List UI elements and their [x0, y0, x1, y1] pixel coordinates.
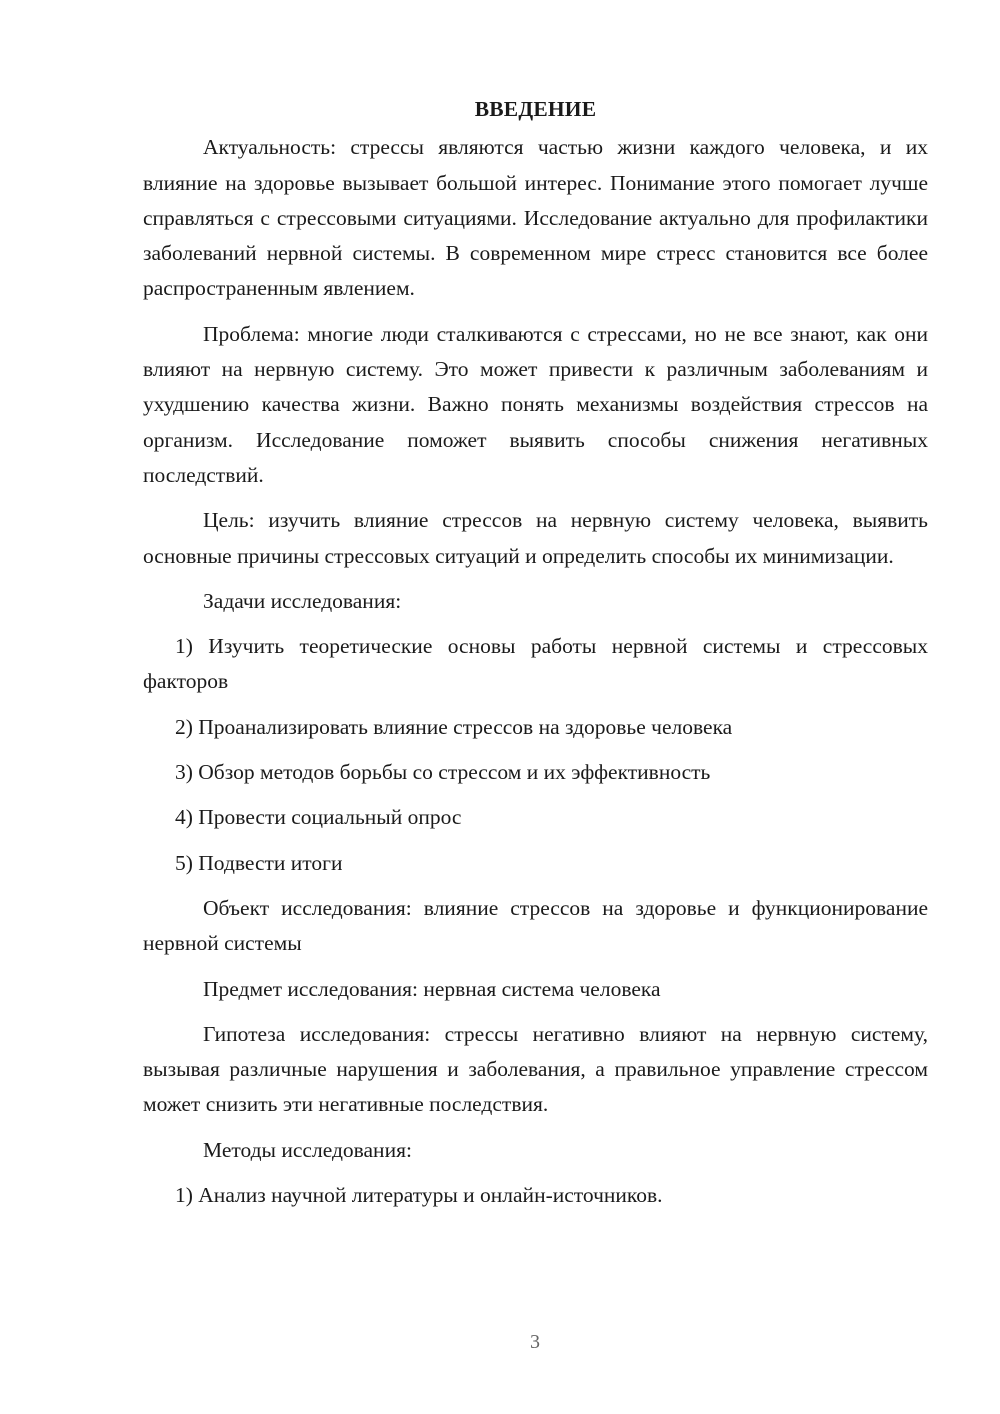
section-title: ВВЕДЕНИЕ: [474, 97, 597, 121]
relevance-paragraph: Актуальность: стрессы являются частью жизни каждого человека, и их влияние на здоровье вызывает большой интерес. Понимание этого помогает лучше справляться с стрессовыми ситуациями. Исследование актуально для профилактики заболеваний нервной системы. В современном мире стресс становится все более распространенным явлением.: [143, 135, 928, 301]
object-paragraph: Объект исследования: влияние стрессов на здоровье и функционирование нервной системы: [143, 895, 928, 956]
document-page: [143, 92, 928, 1223]
goal-paragraph: Цель: изучить влияние стрессов на нервную систему человека, выявить основные причины стрессовых ситуаций и определить способы их минимизации.: [143, 508, 928, 568]
method-item-1: 1) Анализ научной литературы и онлайн-источников.: [175, 1183, 663, 1208]
task-item-4: 4) Провести социальный опрос: [175, 805, 462, 830]
page-number: 3: [530, 1331, 540, 1353]
tasks-heading: Задачи исследования:: [203, 588, 402, 613]
subject-paragraph: Предмет исследования: нервная система человека: [203, 976, 661, 1001]
task-item-5: 5) Подвести итоги: [175, 850, 343, 875]
task-item-2: 2) Проанализировать влияние стрессов на здоровье человека: [175, 714, 733, 739]
task-item-1: 1) Изучить теоретические основы работы нервной системы и стрессовых факторов: [143, 634, 928, 694]
task-item-3: 3) Обзор методов борьбы со стрессом и их эффективность: [175, 760, 711, 785]
methods-heading: Методы исследования:: [203, 1137, 412, 1162]
hypothesis-paragraph: Гипотеза исследования: стрессы негативно влияют на нервную систему, вызывая различные нарушения и заболевания, а правильное управление стрессом может снизить эти негативные последствия.: [143, 1021, 928, 1117]
problem-paragraph: Проблема: многие люди сталкиваются с стрессами, но не все знают, как они влияют на нервную систему. Это может привести к различным заболеваниям и ухудшению качества жизни. Важно понять механизмы воздействия стрессов на организм. Исследование поможет выявить способы снижения негативных последствий.: [143, 321, 928, 487]
